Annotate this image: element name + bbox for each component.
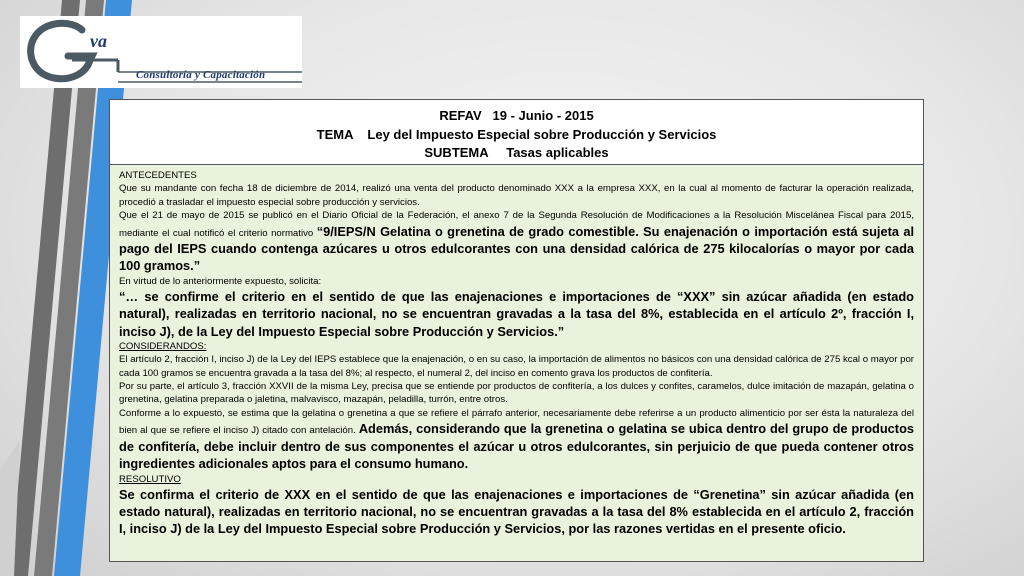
- antecedentes-heading: ANTECEDENTES: [119, 170, 197, 181]
- paragraph-7: [119, 407, 914, 473]
- criterio-normativo-quote: “9/IEPS/N Gelatina o grenetina de grado comestible. Su enajenación o importación está sujeta al pago del IEPS cuando contenga azúcares u otros edulcorantes con una densidad calórica de 275 kilocalorías o mayor por cada 100 gramos.”: [119, 223, 914, 274]
- paragraph-2: [119, 209, 914, 275]
- solicitud-quote: “… se confirme el criterio en el sentido de que las enajenaciones e importaciones de “XXX” sin azúcar añadida (en estado natural), realizadas en territorio nacional, no se encuentran gravadas a la tasa del 8%, establecida en el artículo 2º, fracción I, inciso J), de la Ley del Impuesto Especial sobre Producción y Servicios.”: [119, 289, 914, 339]
- paragraph-7-bold: Además, considerando que la grenetina o gelatina se ubica dentro del grupo de productos de confitería, debe incluir dentro de sus componentes el azúcar u otros edulcorantes, sin perjuicio de que pueda contener otros ingredientes adicionales aptos para el consumo humano.: [119, 421, 914, 472]
- document-box: [109, 99, 924, 562]
- svg-text:va: va: [90, 31, 107, 51]
- company-logo: [20, 16, 302, 88]
- paragraph-3: En virtud de lo anteriormente expuesto, solicita:: [119, 275, 322, 287]
- logo-company-name: Consultoría y Capacitación: [136, 69, 266, 81]
- resolutivo-heading: RESOLUTIVO: [119, 473, 181, 485]
- paragraph-6: Por su parte, el artículo 3, fracción XXVII de la misma Ley, precisa que se entiende por productos de confitería, a los dulces y confites, caramelos, dulce imitación de mazapán, gelatina o grenetina, gelatina preparada o jaletina, malvavisco, mazapán, peladilla, turrón, entre otros.: [119, 381, 914, 406]
- paragraph-2-text: Que el 21 de mayo de 2015 se publicó en el Diario Oficial de la Federación, el anexo 7 de la Segunda Resolución de Modificaciones a la Resolución Miscelánea Fiscal para 2015, mediante el cual notificó el criterio normativo: [119, 210, 914, 239]
- paragraph-5: El artículo 2, fracción I, inciso J) de la Ley del IEPS establece que la enajenación, o en su caso, la importación de alimentos no básicos con una densidad calórica de 275 kcal o mayor por cada 100 gramos se encuentra gravada a la tasa del 8%; al respecto, el numeral 2, del inciso en comento grava los productos de confitería.: [119, 354, 914, 379]
- header-tema: TEMA Ley del Impuesto Especial sobre Producción y Servicios: [316, 126, 717, 142]
- document-content: [110, 165, 923, 538]
- header-subtema: SUBTEMA Tasas aplicables: [424, 145, 609, 160]
- header-refav: REFAV 19 - Junio - 2015: [439, 108, 594, 123]
- considerandos-heading: CONSIDERANDOS:: [119, 340, 207, 352]
- paragraph-1: Que su mandante con fecha 18 de diciembre de 2014, realizó una venta del producto denominado XXX a la empresa XXX, en la cual al momento de facturar la operación realizada, procedió a trasladar el impuesto especial sobre producción y servicios.: [119, 183, 914, 208]
- resolutivo-text: Se confirma el criterio de XXX en el sentido de que las enajenaciones e importaciones de “Grenetina” sin azúcar añadida (en estado natural), realizadas en territorio nacional, no se encuentran gravadas a la tasa del 8% establecida en el artículo 2, fracción I, inciso J) de la Ley del Impuesto Especial sobre Producción y Servicios, por las razones vertidas en el presente oficio.: [119, 486, 914, 537]
- document-header: [110, 100, 923, 165]
- paragraph-7-text: Conforme a lo expuesto, se estima que la gelatina o grenetina a que se refiere el párrafo anterior, necesariamente debe referirse a un producto alimenticio por ser ésta la naturaleza del bien al que se refiere el inciso J) citado con antelación.: [119, 407, 914, 437]
